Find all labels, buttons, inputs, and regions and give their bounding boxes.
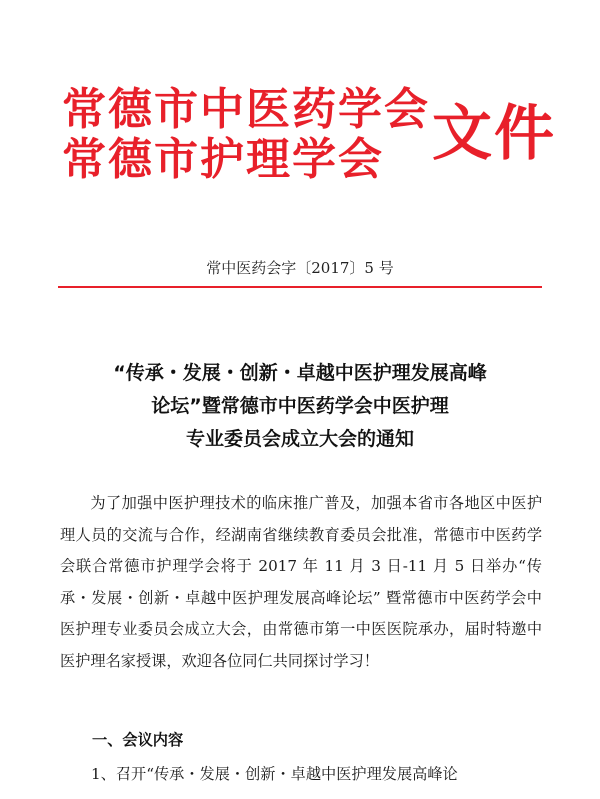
red-divider-rule <box>58 286 542 288</box>
document-number: 常中医药会字〔2017〕5 号 <box>206 259 394 277</box>
header-org-line-2: 常德市护理学会 <box>62 134 384 185</box>
notice-title <box>60 357 540 456</box>
header-org-line-1: 常德市中医药学会 <box>62 84 430 135</box>
body-paragraph: 为了加强中医护理技术的临床推广普及，加强本省市各地区中医护理人员的交流与合作，经湖南省继续教育委员会批准，常德市中医药学会联合常德市护理学会将于 2017 年 11 月 3 日-11 月 5 日举办“传承・发展・创新・卓越中医护理发展高峰论坛” 暨常德市中医药学会中医护理专业委员会成立大会，由常德市第一中医医院承办，届时特邀中医护理名家授课，欢迎各位同仁共同探讨学习！ <box>60 494 542 670</box>
section-heading-meeting-content: 一、会议内容 <box>92 731 184 749</box>
notice-title-line-2: 论坛”暨常德市中医药学会中医护理 <box>151 395 449 417</box>
list-item: 1、召开“传承・发展・创新・卓越中医护理发展高峰论 <box>91 765 458 783</box>
notice-title-line-3: 专业委员会成立大会的通知 <box>185 428 414 450</box>
header-document-word: 文件 <box>432 99 556 169</box>
notice-body <box>60 488 542 678</box>
notice-title-line-1: “传承・发展・创新・卓越中医护理发展高峰 <box>113 362 487 384</box>
